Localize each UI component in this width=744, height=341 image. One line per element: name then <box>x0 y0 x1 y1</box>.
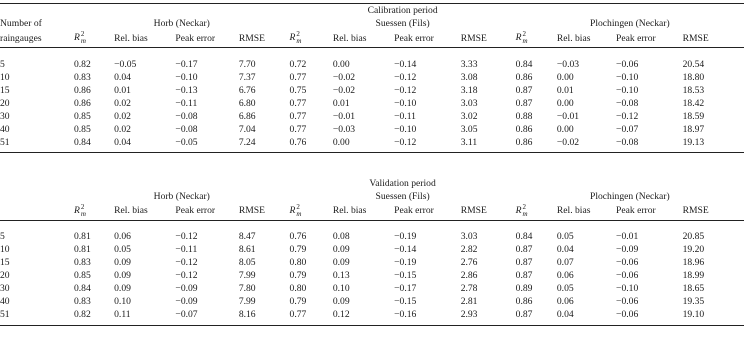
table-cell: 0.76 <box>289 231 307 242</box>
table-cell: −0.13 <box>175 84 198 96</box>
table-cell: 0.06 <box>114 231 131 242</box>
raingauge-count-cell: 30 <box>0 283 10 294</box>
table-cell: 2.86 <box>460 270 478 281</box>
table-cell: −0.17 <box>394 283 417 294</box>
table-row <box>0 84 744 97</box>
table-cell: 18.99 <box>682 270 705 281</box>
table-cell: 0.77 <box>289 97 307 109</box>
table-cell: 0.10 <box>332 283 350 294</box>
table-cell: 0.10 <box>114 296 131 307</box>
table-cell: 0.85 <box>73 110 91 122</box>
table-cell: −0.12 <box>616 110 639 122</box>
table-cell: −0.12 <box>394 136 417 148</box>
table-cell: 0.07 <box>556 257 574 268</box>
table-cell: −0.05 <box>175 136 198 148</box>
table-cell: 3.02 <box>460 110 478 122</box>
r2-header: R 2 m <box>73 202 86 218</box>
validation-rows <box>0 230 744 325</box>
peak-error-header: Peak error <box>616 205 656 217</box>
table-cell: 8.05 <box>238 257 256 268</box>
table-cell: −0.15 <box>394 270 417 281</box>
table-cell: 3.11 <box>460 136 478 148</box>
rmse-header: RMSE <box>460 205 487 217</box>
table-cell: 0.77 <box>289 123 307 135</box>
table-cell: −0.05 <box>114 58 137 70</box>
raingauge-count-cell: 15 <box>0 84 10 96</box>
table-cell: 0.06 <box>556 270 574 281</box>
table-cell: 0.87 <box>515 244 533 255</box>
table-cell: 3.33 <box>460 58 478 70</box>
table-cell: 0.04 <box>114 71 131 83</box>
table-cell: −0.16 <box>394 309 417 320</box>
raingauge-count-cell: 51 <box>0 309 10 320</box>
raingauge-count-cell: 40 <box>0 123 10 135</box>
table-cell: 7.80 <box>238 283 256 294</box>
table-cell: 0.72 <box>289 58 307 70</box>
r2-header: R 2 m <box>73 30 86 46</box>
table-cell: 0.87 <box>515 309 533 320</box>
table-cell: 7.99 <box>238 296 256 307</box>
table-cell: −0.11 <box>175 97 198 109</box>
table-cell: 0.77 <box>289 71 307 83</box>
table-cell: 0.84 <box>515 58 533 70</box>
table-cell: 18.96 <box>682 257 705 268</box>
table-cell: −0.08 <box>175 110 198 122</box>
table-cell: 0.01 <box>114 84 131 96</box>
rmse-header: RMSE <box>682 205 709 217</box>
table-cell: 2.81 <box>460 296 478 307</box>
table-cell: 0.00 <box>556 71 574 83</box>
r2-header: R 2 m <box>515 202 528 218</box>
table-cell: −0.08 <box>616 136 639 148</box>
table-cell: −0.19 <box>394 257 417 268</box>
table-cell: 8.47 <box>238 231 256 242</box>
table-cell: 0.76 <box>289 136 307 148</box>
table-cell: −0.01 <box>332 110 356 122</box>
raingauge-count-cell: 5 <box>0 58 5 70</box>
table-cell: −0.12 <box>394 84 417 96</box>
table-row <box>0 282 744 295</box>
table-cell: 0.80 <box>289 257 307 268</box>
rel-bias-header: Rel. bias <box>332 205 367 217</box>
rel-bias-header: Rel. bias <box>556 32 591 44</box>
station-header-horb: Horb (Neckar) <box>153 190 210 202</box>
table-cell: −0.07 <box>616 123 639 135</box>
table-row <box>0 243 744 256</box>
table-cell: 0.79 <box>289 270 307 281</box>
table-cell: 0.00 <box>556 97 574 109</box>
table-cell: 0.81 <box>73 244 91 255</box>
table-cell: 0.09 <box>114 270 131 281</box>
table-cell: 0.85 <box>73 123 91 135</box>
table-cell: 8.61 <box>238 244 256 255</box>
raingauge-count-cell: 30 <box>0 110 10 122</box>
table-cell: 2.78 <box>460 283 478 294</box>
r2-header: R 2 m <box>289 30 302 46</box>
peak-error-header: Peak error <box>394 205 434 217</box>
calibration-period-title: Calibration period <box>367 5 438 17</box>
table-cell: 0.04 <box>556 309 574 320</box>
table-cell: 0.05 <box>556 283 574 294</box>
table-cell: −0.02 <box>332 71 356 83</box>
table-cell: 7.24 <box>238 136 256 148</box>
table-cell: 0.86 <box>73 84 91 96</box>
table-cell: −0.06 <box>616 296 639 307</box>
raingauge-count-cell: 10 <box>0 244 10 255</box>
table-cell: −0.17 <box>175 58 198 70</box>
raingauge-count-cell: 10 <box>0 71 10 83</box>
table-cell: 0.84 <box>515 231 533 242</box>
table-cell: −0.12 <box>394 71 417 83</box>
table-cell: −0.08 <box>616 97 639 109</box>
table-cell: 0.75 <box>289 84 307 96</box>
table-row <box>0 230 744 243</box>
table-cell: 0.09 <box>114 283 131 294</box>
table-cell: 0.04 <box>556 244 574 255</box>
table-cell: −0.12 <box>175 231 198 242</box>
table-cell: −0.07 <box>175 309 198 320</box>
number-of-raingauges-header-line2: raingauges <box>0 32 42 44</box>
table-cell: 0.83 <box>73 257 91 268</box>
table-cell: 0.80 <box>289 283 307 294</box>
table-cell: 0.09 <box>332 257 350 268</box>
table-cell: −0.06 <box>616 257 639 268</box>
table-cell: 20.85 <box>682 231 705 242</box>
peak-error-header: Peak error <box>394 32 434 44</box>
rmse-header: RMSE <box>460 32 487 44</box>
table-cell: 0.83 <box>73 296 91 307</box>
table-cell: 0.09 <box>332 296 350 307</box>
table-cell: 0.86 <box>515 296 533 307</box>
table-cell: −0.02 <box>556 136 580 148</box>
number-of-raingauges-header-line1: Number of <box>0 18 42 29</box>
table-cell: 0.86 <box>515 71 533 83</box>
table-cell: 7.99 <box>238 270 256 281</box>
table-cell: 18.97 <box>682 123 705 135</box>
table-cell: 18.65 <box>682 283 705 294</box>
table-cell: 0.84 <box>73 136 91 148</box>
table-cell: 0.00 <box>332 58 350 70</box>
table-cell: −0.06 <box>616 58 639 70</box>
table-cell: 7.70 <box>238 58 256 70</box>
table-cell: 18.53 <box>682 84 705 96</box>
table-cell: 0.09 <box>332 244 350 255</box>
table-cell: 20.54 <box>682 58 705 70</box>
raingauge-count-cell: 5 <box>0 231 5 242</box>
table-row <box>0 123 744 136</box>
table-cell: −0.11 <box>175 244 198 255</box>
table-cell: 3.05 <box>460 123 478 135</box>
table-cell: 0.89 <box>515 283 533 294</box>
table-cell: 3.18 <box>460 84 478 96</box>
table-cell: −0.10 <box>394 97 417 109</box>
table-cell: −0.06 <box>616 270 639 281</box>
raingauge-count-cell: 20 <box>0 97 10 109</box>
rel-bias-header: Rel. bias <box>556 205 591 217</box>
table-cell: 0.81 <box>73 231 91 242</box>
rel-bias-header: Rel. bias <box>332 32 367 44</box>
raingauge-count-cell: 20 <box>0 270 10 281</box>
table-row <box>0 269 744 282</box>
table-cell: 0.13 <box>332 270 350 281</box>
station-header-suessen: Suessen (Fils) <box>375 190 430 202</box>
table-row <box>0 256 744 269</box>
table-cell: 0.77 <box>289 110 307 122</box>
table-cell: 0.02 <box>114 123 131 135</box>
table-cell: 0.82 <box>73 309 91 320</box>
table-cell: −0.14 <box>394 244 417 255</box>
table-cell: 0.01 <box>556 84 574 96</box>
table-cell: 18.59 <box>682 110 705 122</box>
table-cell: 19.20 <box>682 244 705 255</box>
table-row <box>0 136 744 149</box>
table-cell: 6.76 <box>238 84 256 96</box>
table-cell: −0.09 <box>175 283 198 294</box>
table-cell: 0.08 <box>332 231 350 242</box>
table-cell: 2.93 <box>460 309 478 320</box>
table-cell: 0.87 <box>515 97 533 109</box>
peak-error-header: Peak error <box>175 32 216 44</box>
raingauge-count-cell: 51 <box>0 136 10 148</box>
table-cell: 0.87 <box>515 270 533 281</box>
table-cell: −0.03 <box>332 123 356 135</box>
table-cell: 0.00 <box>332 136 350 148</box>
table-cell: −0.10 <box>616 71 639 83</box>
raingauge-count-cell: 40 <box>0 296 10 307</box>
station-header-plochingen: Plochingen (Neckar) <box>590 18 670 29</box>
table-cell: 0.11 <box>114 309 131 320</box>
table-cell: 6.86 <box>238 110 256 122</box>
table-row <box>0 110 744 123</box>
peak-error-header: Peak error <box>175 205 216 217</box>
table-cell: −0.09 <box>616 244 639 255</box>
table-cell: 0.06 <box>556 296 574 307</box>
table-cell: −0.02 <box>332 84 356 96</box>
table-cell: 0.05 <box>114 244 131 255</box>
table-cell: 0.85 <box>73 270 91 281</box>
raingauge-count-cell: 15 <box>0 257 10 268</box>
table-cell: 6.80 <box>238 97 256 109</box>
table-cell: −0.01 <box>556 110 580 122</box>
station-header-plochingen: Plochingen (Neckar) <box>590 190 670 202</box>
rel-bias-header: Rel. bias <box>114 32 148 44</box>
table-row <box>0 97 744 110</box>
table-cell: 3.03 <box>460 97 478 109</box>
table-cell: 19.10 <box>682 309 705 320</box>
table-cell: −0.10 <box>394 123 417 135</box>
table-cell: 0.79 <box>289 244 307 255</box>
table-cell: 0.02 <box>114 110 131 122</box>
table-cell: −0.10 <box>616 283 639 294</box>
table-cell: −0.09 <box>175 296 198 307</box>
table-cell: 0.87 <box>515 257 533 268</box>
table-cell: 2.76 <box>460 257 478 268</box>
table-cell: 0.05 <box>556 231 574 242</box>
table-cell: 0.00 <box>556 123 574 135</box>
table-cell: 0.83 <box>73 71 91 83</box>
table-cell: 0.86 <box>515 136 533 148</box>
table-cell: 19.13 <box>682 136 705 148</box>
calibration-rows <box>0 58 744 153</box>
table-cell: −0.01 <box>616 231 639 242</box>
rmse-header: RMSE <box>682 32 709 44</box>
table-cell: −0.19 <box>394 231 417 242</box>
table-row <box>0 295 744 308</box>
calibration-table <box>0 3 744 153</box>
table-cell: −0.06 <box>616 309 639 320</box>
table-cell: 0.02 <box>114 97 131 109</box>
table-cell: 19.35 <box>682 296 705 307</box>
table-cell: 0.86 <box>515 123 533 135</box>
table-cell: −0.10 <box>616 84 639 96</box>
table-cell: 0.86 <box>73 97 91 109</box>
table-cell: −0.08 <box>175 123 198 135</box>
table-cell: −0.11 <box>394 110 416 122</box>
rel-bias-header: Rel. bias <box>114 205 148 217</box>
table-cell: 2.82 <box>460 244 478 255</box>
table-cell: 3.03 <box>460 231 478 242</box>
station-header-suessen: Suessen (Fils) <box>375 18 430 29</box>
table-row <box>0 71 744 84</box>
table-cell: −0.15 <box>394 296 417 307</box>
table-cell: 0.77 <box>289 309 307 320</box>
table-cell: −0.03 <box>556 58 580 70</box>
table-cell: 0.82 <box>73 58 91 70</box>
table-cell: 0.79 <box>289 296 307 307</box>
table-row <box>0 58 744 71</box>
table-cell: 0.88 <box>515 110 533 122</box>
table-cell: −0.12 <box>175 270 198 281</box>
r2-header: R 2 m <box>289 202 302 218</box>
table-cell: 0.12 <box>332 309 350 320</box>
rmse-header: RMSE <box>238 205 265 217</box>
table-cell: −0.14 <box>394 58 417 70</box>
station-header-horb: Horb (Neckar) <box>153 18 210 29</box>
table-cell: 0.87 <box>515 84 533 96</box>
validation-period-title: Validation period <box>369 177 436 189</box>
table-cell: 0.09 <box>114 257 131 268</box>
table-cell: −0.12 <box>175 257 198 268</box>
peak-error-header: Peak error <box>616 32 656 44</box>
table-row <box>0 308 744 321</box>
table-cell: 8.16 <box>238 309 256 320</box>
r2-header: R 2 m <box>515 30 528 46</box>
table-cell: 18.80 <box>682 71 705 83</box>
table-cell: 0.84 <box>73 283 91 294</box>
table-cell: 18.42 <box>682 97 705 109</box>
table-cell: 3.08 <box>460 71 478 83</box>
table-cell: 7.04 <box>238 123 256 135</box>
validation-table <box>0 176 744 326</box>
table-cell: 0.04 <box>114 136 131 148</box>
table-cell: −0.10 <box>175 71 198 83</box>
table-cell: 7.37 <box>238 71 256 83</box>
table-cell: 0.01 <box>332 97 350 109</box>
rmse-header: RMSE <box>238 32 265 44</box>
